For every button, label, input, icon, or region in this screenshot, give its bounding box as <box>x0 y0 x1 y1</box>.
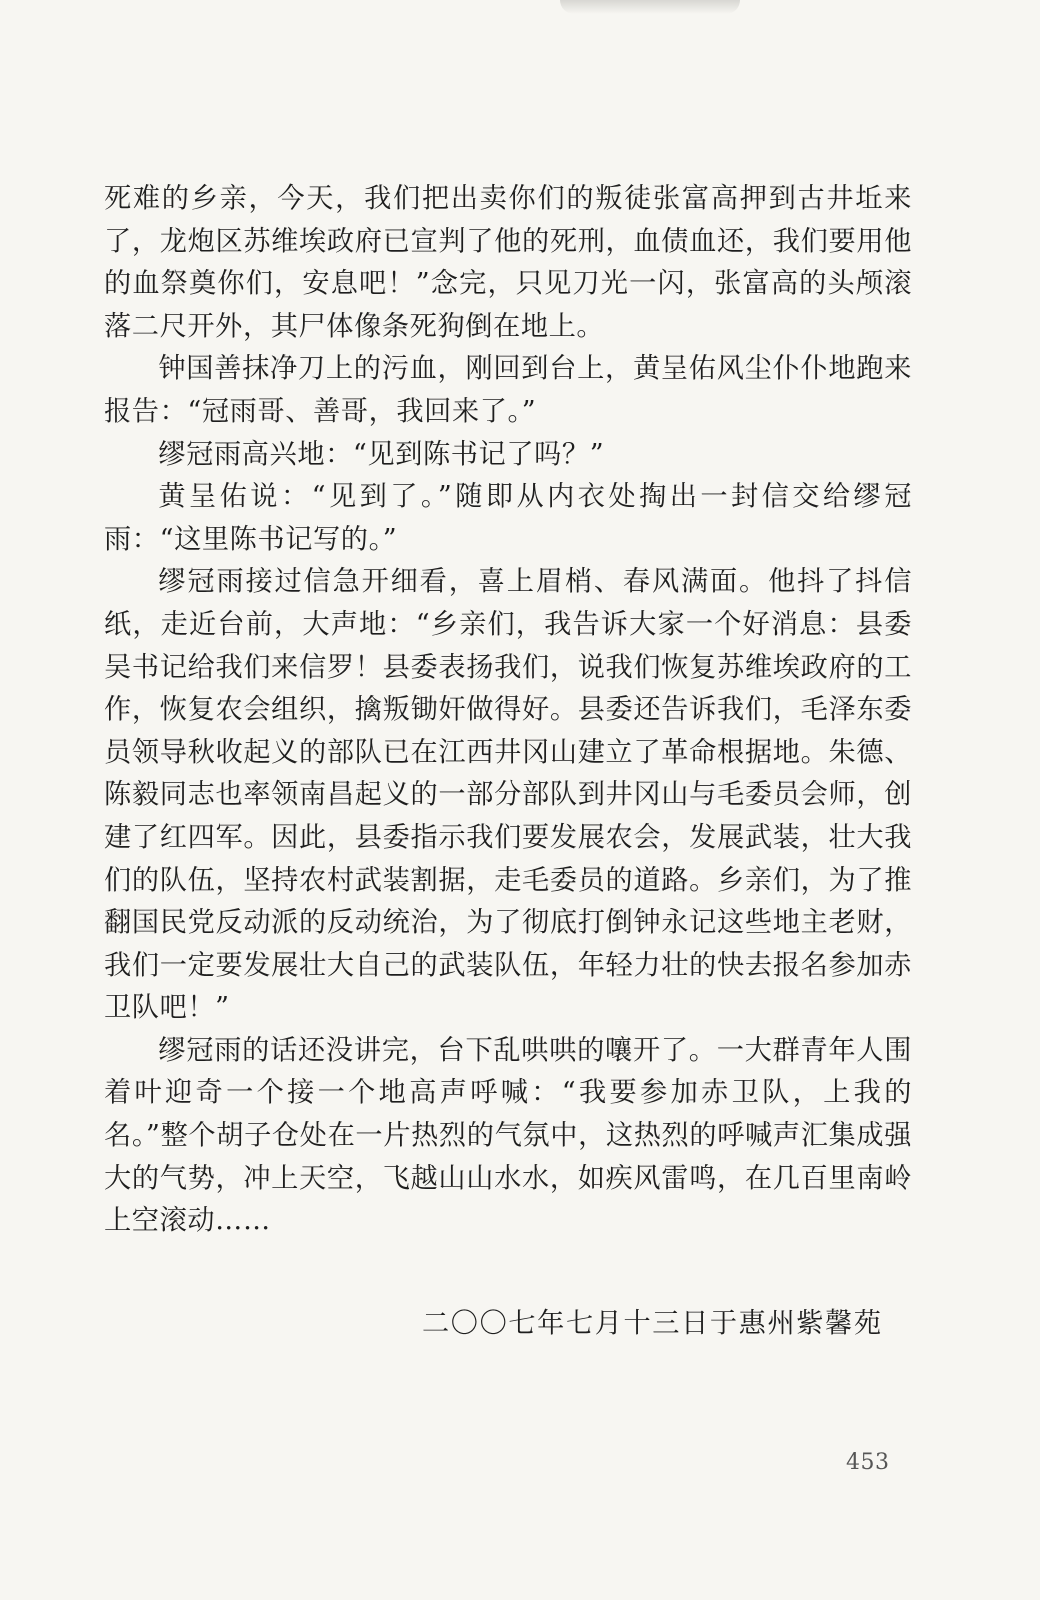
signature-date: 二〇〇七年七月十三日于惠州紫馨苑 <box>422 1308 883 1339</box>
scan-mark <box>560 0 740 14</box>
paragraph: 死难的乡亲，今天，我们把出卖你们的叛徒张富高押到古井坵来了，龙炮区苏维埃政府已宣判了他的死刑，血债血还，我们要用他的血祭奠你们，安息吧！”念完，只见刀光一闪，张富高的头颅滚落二尺开外，其尸体像条死狗倒在地上。 <box>104 183 912 342</box>
paragraph: 缪冠雨接过信急开细看，喜上眉梢、春风满面。他抖了抖信纸，走近台前，大声地：“乡亲们，我告诉大家一个好消息：县委吴书记给我们来信罗！县委表扬我们，说我们恢复苏维埃政府的工作，恢复农会组织，擒叛锄奸做得好。县委还告诉我们，毛泽东委员领导秋收起义的部队已在江西井冈山建立了革命根据地。朱德、陈毅同志也率领南昌起义的一部分部队到井冈山与毛委员会师，创建了红四军。因此，县委指示我们要发展农会，发展武装，壮大我们的队伍，坚持农村武装割据，走毛委员的道路。乡亲们，为了推翻国民党反动派的反动统治，为了彻底打倒钟永记这些地主老财，我们一定要发展壮大自己的武装队伍，年轻力壮的快去报名参加赤卫队吧！” <box>104 566 912 1024</box>
paragraph: 缪冠雨高兴地：“见到陈书记了吗？” <box>158 438 605 470</box>
paragraph: 黄呈佑说：“见到了。”随即从内衣处掏出一封信交给缪冠雨：“这里陈书记写的。” <box>104 481 912 555</box>
paragraph: 缪冠雨的话还没讲完，台下乱哄哄的嚷开了。一大群青年人围着叶迎奇一个接一个地高声呼喊：“我要参加赤卫队，上我的名。”整个胡子仓处在一片热烈的气氛中，这热烈的呼喊声汇集成强大的气势，冲上天空，飞越山山水水，如疾风雷鸣，在几百里南岭上空滚动…… <box>104 1034 912 1237</box>
page-number: 453 <box>846 1450 890 1475</box>
paragraph: 钟国善抹净刀上的污血，刚回到台上，黄呈佑风尘仆仆地跑来报告：“冠雨哥、善哥，我回来了。” <box>104 353 912 427</box>
body-text <box>104 178 912 1243</box>
